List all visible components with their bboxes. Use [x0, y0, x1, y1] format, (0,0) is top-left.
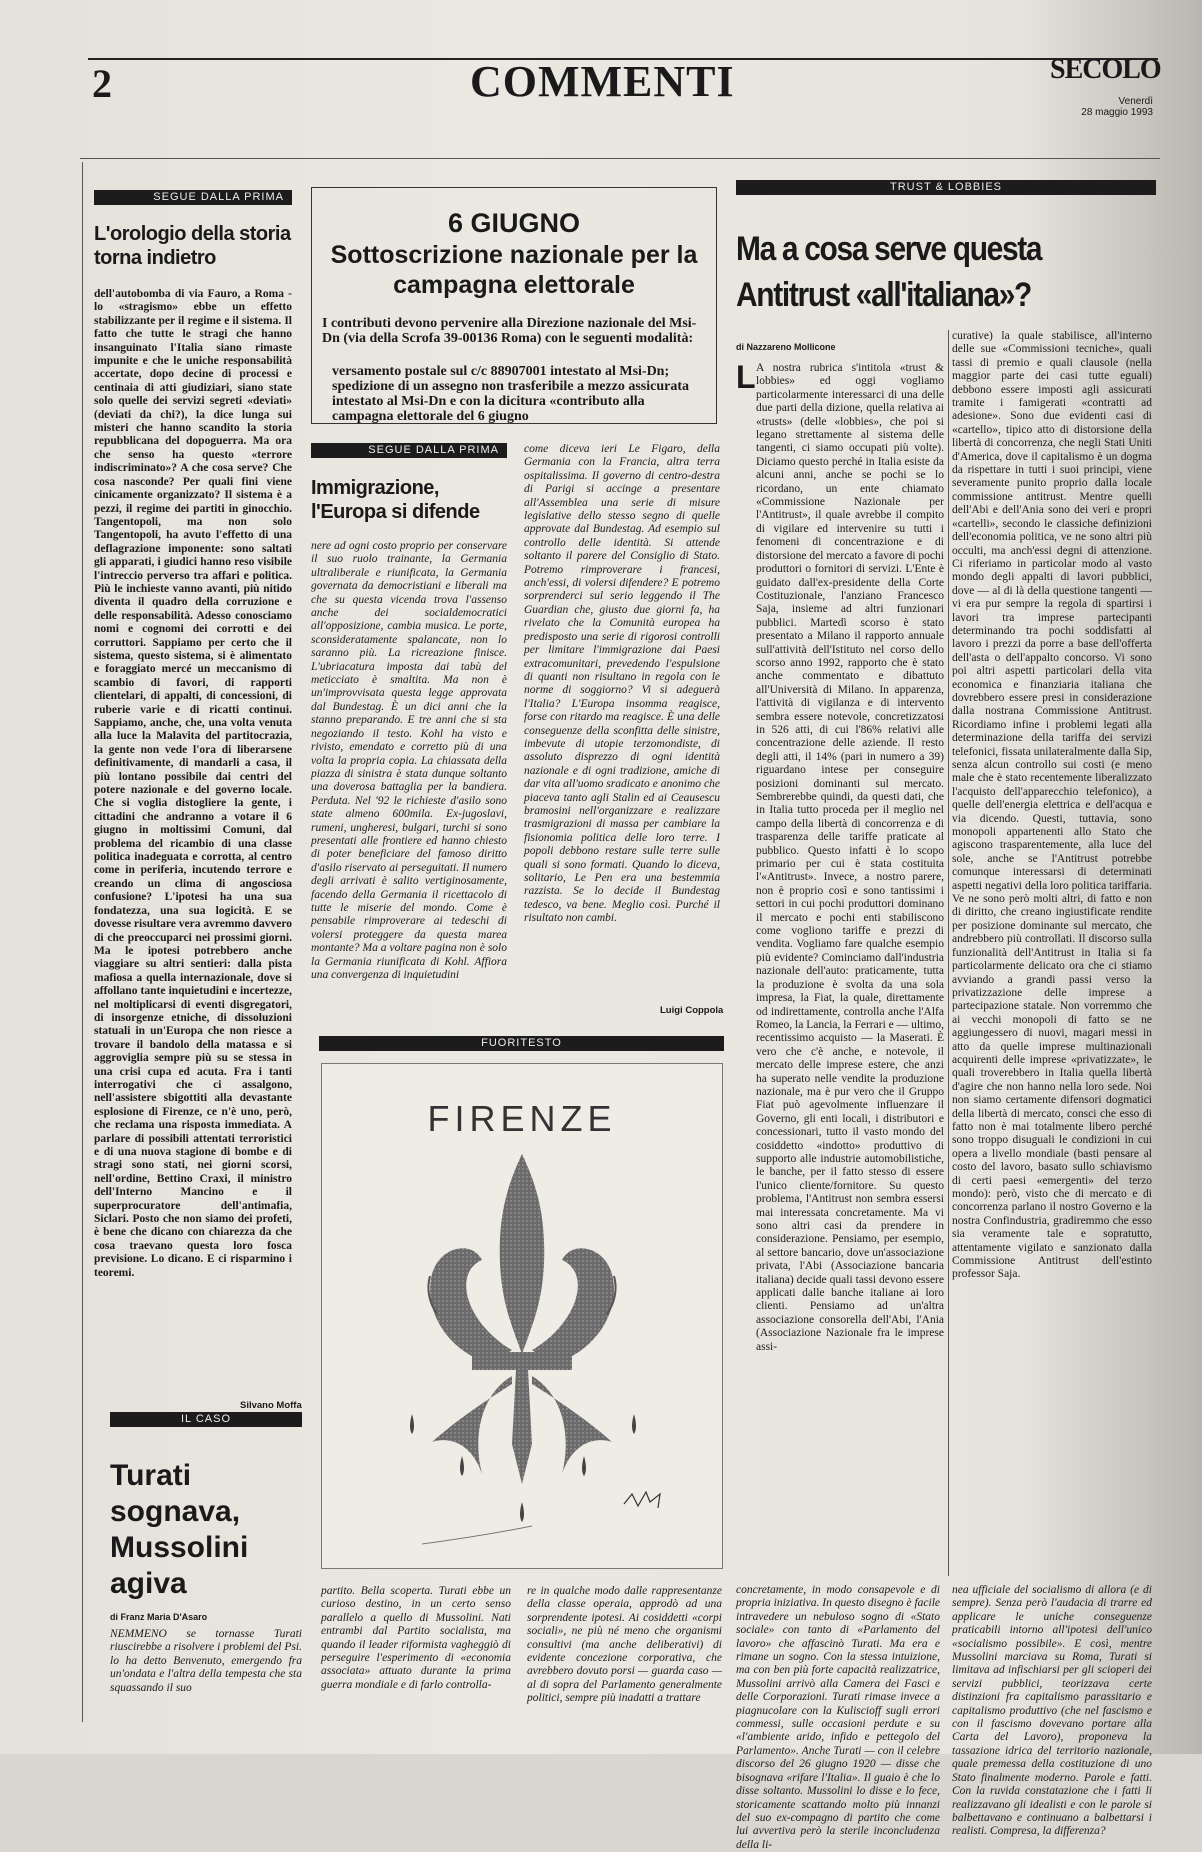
- article-body: concretamente, in modo consapevole e di propria iniziativa. In questo disegno è facile intravedere un nebuloso sogno di «Stato sociale» con tanto di «Parlamento del lavoro» che affascinò Turati. Ma era e rimane un sogno. Con la stessa intuizione, ma con ben più forte capacità realizzatrice, Mussolini arrivò alla Camera dei Fasci e delle Corporazioni. Turati rimase invece a piagnucolare con la Kuliscioff sugli errori commessi, sulle occasioni perdute e su «l'ambiente arido, infido e pettegolo del Parlamento». Anche Turati — con il celebre discorso del 26 giugno 1920 — disse che bisognava «rifare l'Italia». Il guaio è che lo disse soltanto. Mussolini lo disse e lo fece, storicamente scattando molto più innanzi del suo ex-compagno di partito che come lui avvertiva però la sterile inconcludenza della li-: [736, 1584, 940, 1851]
- article-signature: Luigi Coppola: [660, 1005, 724, 1016]
- article-body: NEMMENO se tornasse Turati riuscirebbe a risolvere i problemi del Psi. lo ha detto Benvenuto, emergendo fra un'ondata e l'altra della tempesta che sta squassando il suo: [110, 1628, 302, 1694]
- article-body: nere ad ogni costo proprio per conservare il suo ruolo trainante, la Germania ultraliberale e riunificata, la Germania governata da democristiani e liberali ma che su questa vicenda trova l'assenso anche dei socialdemocratici all'opposizione, cambia musica. Le porte, sconsideratamente spalancate, non lo saranno più. La ricreazione finisce. L'ubriacatura imposta dai tabù del meticciato è smaltita. Ma non è un'improvvisata questa legge approvata dal Bundestag. È un dici anni che la stanno preparando. E tre anni che si sta negoziando il testo. Kohl ha visto e rivisto, emendato e corretto più di una volta la propria copia. La chiassata della piazza di sinistra è stata dunque soltanto una doverosa battaglia per la bandiera. Perduta. Nel '92 le richieste d'asilo sono state almeno 600mila. Ex-jugoslavi, rumeni, ungheresi, bulgari, turchi si sono presentati alle frontiere ed hanno chiesto di poter beneficiare del famoso diritto d'asilo riservato ai perseguitati. Il numero degli arrivati è salito vertiginosamente, facendo della Germania il ricettacolo di tutte le miserie del mondo. Come è pensabile rimproverare ai tedeschi di volersi proteggere da questa marea montante? Ma a voltare pagina non è solo la Germania riunificata di Kohl. Affiora una convergenza di inquietudini: [311, 540, 507, 981]
- column-rule: [948, 330, 949, 1576]
- article-body: curative) la quale stabilisce, all'interno delle sue «Commissioni tecniche», quali tassi di premio e quali clausole (nella maggior parte dei casi tutte eguali) debbono essere imposti agli assicurati tramite i famigerati «contratti ad adesione». Sono due evidenti casi di «cartello», tipico atto di distorsione della libertà di concorrenza, che negli Stati Uniti d'America, dove il capitalismo è un dogma da rispettare in tutti i suoi principi, viene severamente punito proprio dalla locale commissione antitrust. Mentre quelli dell'Abi e dell'Ania sono dei veri e propri «cartelli», secondo le classiche definizioni dell'economia politica, ve ne sono altri più occulti, ma anch'essi degni di attenzione. Ci riferiamo in particolar modo al vasto mondo degli appalti di lavori pubblici, dove — al di là della questione tangenti — vi era pur sempre la regola di spartirsi i lavori tra imprese partecipanti determinando tra pochi soddisfatti al lavoro i prezzi da porre a base dell'offerta dell'asta o dell'appalto concorso. Vi sono poi altri aspetti particolari della vita economica e finanziaria italiana che dovrebbero essere presi in considerazione dalla nostrana Commissione Antitrust. Ricordiamo infine i problemi legati alla determinazione della tariffa dei servizi telefonici, fissata unilateralmente dalla Sip, senza alcun controllo sui costi (e meno male che è stato recentemente liberalizzato l'acquisto dell'apparecchio telefonico), a quelle dell'energia elettrica e dell'acqua e via dicendo. Questi, tuttavia, sono monopoli appartenenti allo Stato che agiscono trasparentemente, alla luce del sole, anche se l'Antitrust potrebbe comunque interessarsi di determinati aspetti negativi della loro politica tariffaria. Ve ne sono però molti altri, di fatto e non di diritto, che creano ingiustificate rendite per posizione dominante sul mercato, che andrebbero più controllati. Il discorso sulla funzionalità dell'Antitrust in Italia si fa particolarmente delicato ora che ci stiamo avviando a grandi passi verso la privatizzazione delle imprese a partecipazione statale. Non vorremmo che ai vecchi monopoli di fatto se ne aggiungessero di nuovi, magari messi in atto da quelle imprese multinazionali acquirenti delle imprese «privatizzate», le quali troverebbero in Italia quella libertà d'agire che non hanno nella loro sede. Noi non siamo certamente difensori dogmatici della libertà di mercato, consci che esso di fatto non è mai totalmente libero perché sono troppo disuguali le condizioni in cui opera a livello mondiale (basti pensare al costo del lavoro, basato sullo schiavismo di certi paesi «emergenti» del terzo mondo): però, visto che di mercato e di concorrenza parlano il nostro Governo e la nostra Confindustria, gradiremmo che esso sia veramente tale e sopratutto, attentamente vigilato e sanzionato dalla Commissione Antitrust dell'estinto professor Saja.: [952, 330, 1152, 1281]
- section-kicker: SEGUE DALLA PRIMA: [94, 190, 292, 205]
- date-block: [1045, 96, 1153, 118]
- florence-lily-illustration: [321, 1063, 723, 1569]
- box-title: 6 GIUGNO: [447, 208, 581, 238]
- article-body: nea ufficiale del socialismo di allora (e di sempre). Senza però l'audacia di trarre ed applicare le uniche conseguenze praticabili intorno all'ipotesi dell'unico «socialismo possibile». E così, mentre Mussolini marciava su Roma, Turati si limitava ad infischiarsi per gli scioperi dei servizi pubblici, teorizzava certe distinzioni fra capitalismo parassitario e capitalismo produttivo (che nel fascismo e con il fascismo dovevano portare alla Carta del Lavoro), proponeva la tassazione idrica del territorio nazionale, quale premessa della costituzione di uno Stato finalmente moderno. Parole e fatti. Con la ruvida constatazione che i fatti li realizzavano gli idealisti e con le parole si balbettavano e continuano a balbettarsi i realisti. Compresa, la differenza?: [952, 1584, 1152, 1838]
- masthead: SECOLO: [1050, 54, 1161, 85]
- header-rule: [80, 158, 1160, 159]
- artist-signature: [624, 1492, 660, 1508]
- article-body: come diceva ieri Le Figaro, della Germania con la Francia, altra terra ospitalissima. Il governo di centro-destra di Parigi si accinge a presentare all'Assemblea una serie di misure legislative dello stesso segno di quelle approvate dal Bundestag. Ad esempio sul controllo delle identità. Si attende soltanto il parere del Consiglio di Stato. Potremo rimproverare i francesi, anch'essi, di volersi difendere? E potremo sorprenderci sul serio leggendo il The Guardian che, giusto due giorni fa, ha rivelato che la Comunità europea ha predisposto una serie di rigorosi controlli per limitare l'immigrazione dai Paesi extracomunitari, prevedendo l'espulsione di quanti non risultano in regola con le norme di soggiorno? Vi si adeguerà l'Italia? L'Europa insomma reagisce, forse con ritardo ma reagisce. È una delle conseguenze della sconfitta delle sinistre, imbevute di utopie terzomondiste, di assoluto disprezzo di ogni identità nazionale e di ogni tradizione, amiche di dar vita all'uomo sradicato e anonimo che piaceva tanto agli Stalin ed ai Ceausescu bramosini nell'organizzare e realizzare trasmigrazioni di massa per cambiare la fisionomia politica delle loro terre. I popoli debbono restare sulle terre sulle quali si sono formati. Quando lo diceva, solitario, Le Pen era una bestemmia razzista. Se lo decide il Bundestag tedesco, va bene. Meglio così. Purché il risultato non cambi.: [524, 443, 720, 925]
- article-signature: Silvano Moffa: [240, 1400, 302, 1411]
- article-headline: Immigrazione, l'Europa si difende: [311, 477, 480, 523]
- box-subtitle: Sottoscrizione nazionale per la campagna elettorale: [330, 241, 698, 299]
- article-headline: Turati sognava, Mussolini agiva: [110, 1459, 249, 1600]
- article-byline: di Nazzareno Mollicone: [736, 342, 836, 352]
- article-body: dell'autobomba di via Fauro, a Roma - lo «stragismo» ebbe un effetto stabilizzante per il regime e il sistema. Il fatto che tutte le stragi che hanno insanguinato l'Italia siano rimaste impunite e che le uniche responsabilità accertate, dopo decine di processi e centinaia di atti giudiziari, siano state solo quelle dei servizi segreti «deviati» (deviati da chi?), la dice lunga sui misteri che hanno scandito la storia repubblicana del dopoguerra. Ma ora che senso ha questo «terrore indiscriminato»? A che cosa serve? Che cosa nasconde? Per quali fini viene cinicamente organizzato? Il sistema è a pezzi, il regime dei partiti in ginocchio. Tangentopoli, ma non solo Tangentopoli, ha avuto l'effetto di una deflagrazione imponente: sono saltati gli apparati, i giudici hanno reso visibile l'intreccio perverso tra affari e politica. Più le inchieste vanno avanti, più nitido diventa il quadro della corruzione e delle responsabilità. Adesso conosciamo nomi e cognomi dei corrotti e dei corruttori. Sappiamo per certo che il sistema, questo sistema, si è alimentato e foraggiato mercé un meccanismo di scambio di favori, di rapporti clientelari, di appalti, di concessioni, di ruberie varie e di ricatti continui. Sappiamo, anche, che, una volta venuta alla luce la Malavita del partitocrazia, la gente non vede l'ora di liberarsene definitivamente, di mandarli a casa, il più lontano possibile dai centri del potere nazionale e del governo locale. Che si voglia distogliere la gente, i cittadini che andranno a votare il 6 giugno in moltissimi Comuni, dal problema del ricambio di una classe politica inadeguata e corrotta, al centro come in periferia, incutendo terrore e creando un clima di angosciosa confusione? L'ipotesi ha una sua fondatezza, una sua logicità. E se dovesse risultare vera avremmo davvero di che preoccuparci nei prossimi giorni. Ma le ipotesi potrebbero anche viaggiare su altri sentieri: dalla pista mafiosa a quella internazionale, dove si affollano tante inquietudini e incertezze, nel moltiplicarsi di eventi disgregatori, di insorgenze etniche, di dissoluzioni statuali in un'Europa che non riesce a trovare il bandolo della matassa e si aggroviglia sempre più su se stessa in una crisi cupa ed acuta. Fra i tanti interrogativi che ci assalgono, nell'assistere sbigottiti alla devastante esplosione di Firenze, ce n'è uno, però, che reclama una risposta immediata. A parlare di possibili attentati terroristici e di una nuova stagione di bombe e di stragi sono stati, nei giorni scorsi, nell'ordine, Bettino Craxi, il ministro dell'Interno Mancino e il superprocuratore dell'antimafia, Siclari. Posto che non siamo dei profeti, è bene che dicano con chiarezza da che cosa traevano questa loro fosca previsione. Lo dicano. E ci risparmino i teoremi.: [94, 288, 293, 1279]
- issue-date: 28 maggio 1993: [1081, 107, 1153, 118]
- article-body: A nostra rubrica s'intitola «trust & lobbies» ed oggi vogliamo particolarmente interessarci di una delle due parti della dizione, quella relativa ai «trusts» (delle «lobbies», che poi si legano strettamente al sistema delle tangenti, ci siamo occupati più volte). Diciamo questo perché in Italia esiste da alcuni anni, anche se pochi se lo ricordano, un ente chiamato «Commissione Nazionale per l'Antitrust», il quale avrebbe il compito di vigilare ed intervenire su tutti i fenomeni di concentrazione e di distorsione del mercato a favore di pochi produttori o fornitori di servizi. L'Ente è guidato dall'ex-presidente della Corte Costituzionale, l'anziano Francesco Saja, insieme ad altri funzionari pubblici. Martedì scorso è stato presentato a Milano il rapporto annuale sull'attività dell'Istituto nel corso dello scorso anno 1992, rapporto che è stato anche commentato e dibattuto all'Università di Milano. In apparenza, l'attività di vigilanza e di intervento sembra essere notevole, concretizzatosi in 526 atti, di cui l'86% relativi alle concentrazione delle aziende. Il resto degli atti, il 14% (pari in numero a 39) riguardano intese per conseguire posizioni dominanti sul mercato. Sembrerebbe quindi, da questi dati, che in Italia tutto proceda per il meglio nel campo della libertà di concorrenza e di trasparenza delle tariffe praticate al pubblico. Questo infatti è lo scopo primario per cui è stata costituita l'«Antitrust». Invece, a nostro parere, non è proprio così e sono tantissimi i settori in cui pochi produttori dominano il mercato e pochi enti stabiliscono come vogliono tariffe e prezzi di vendita. Vogliamo fare qualche esempio più evidente? Cominciamo dall'industria nazionale dell'auto: praticamente, tutta la produzione è svolta da una sola impresa, la Fiat, la quale, direttamente od indirettamente, controlla anche l'Alfa Romeo, la Lancia, la Ferrari e — ultimo, recentissimo acquisto — la Maserati. È vero che c'è anche, e notevole, il mercato delle imprese estere, che anzi ha superato nelle vendite la produzione nazionale, ma è pur vero che il Gruppo Fiat può agevolmente influenzare il Governo, gli enti locali, i distributori e concessionari, tutto il vasto mondo del cosiddetto «indotto» produttivo di supporto alle industrie automobilistiche, le banche, per il fatto stesso di essere l'unico cliente/fornitore. Su questo problema, l'Antitrust non sembra essersi mai interessata concretamente. Ma vi sono altri casi da prendere in considerazione. Pensiamo, per esempio, al settore bancario, dove un'associazione privata, l'Abi (Associazione bancaria italiana) decide quali tassi devono essere applicati dalle banche italiane ai loro clienti. Pensiamo ad un'altra associazione consorella dell'Abi, l'Ania (Associazione Nazionale fra le imprese assi-: [756, 362, 944, 1353]
- section-kicker: TRUST & LOBBIES: [736, 180, 1156, 195]
- article-headline: Ma a cosa serve questa Antitrust «all'italiana»?: [736, 230, 1042, 314]
- column-rule: [82, 162, 83, 1722]
- section-kicker: IL CASO: [110, 1412, 302, 1427]
- article-headline: L'orologio della storia torna indietro: [94, 223, 291, 269]
- box-text: I contributi devono pervenire alla Direzione nazionale del Msi-Dn (via della Scrofa 39-00136 Roma) con le seguenti modalità:: [322, 316, 697, 346]
- article-body: re in qualche modo dalle rappresentanze della classe operaia, approdò ad una sorprendente ipotesi. Ai cosiddetti «corpi sociali», ne più né meno che organismi consultivi (ma anche deliberativi) di evidente concezione corporativa, che avrebbero dovuto porsi — guarda caso — al di sopra del Parlamento generalmente politici, sempre più inadatti a trattare: [527, 1585, 722, 1705]
- section-kicker: FUORITESTO: [319, 1036, 724, 1051]
- section-title: COMMENTI: [470, 57, 735, 106]
- page-number: 2: [92, 61, 112, 106]
- box-text: versamento postale sul c/c 88907001 intestato al Msi-Dn; spedizione di un assegno non trasferibile a mezzo assicurata intestato al Msi-Dn e con la dicitura «contributo alla campagna elettorale del 6 giugno: [332, 364, 689, 424]
- subscription-box: [311, 187, 717, 424]
- article-byline: di Franz Maria D'Asaro: [110, 1612, 208, 1622]
- section-kicker: SEGUE DALLA PRIMA: [311, 443, 507, 458]
- article-body: partito. Bella scoperta. Turati ebbe un curioso destino, in un certo senso parallelo a quello di Mussolini. Nati entrambi dal Partito socialista, ma quando il leader riformista vagheggiò di perseguire l'esperimento di «economia associata» attuato durante la prima guerra mondiale e di farlo controlla-: [321, 1585, 511, 1691]
- art-lettering: FIRENZE: [427, 1098, 617, 1139]
- lily-icon: [322, 1064, 722, 1568]
- weekday: Venerdì: [1118, 96, 1153, 107]
- drop-cap: L: [736, 359, 756, 395]
